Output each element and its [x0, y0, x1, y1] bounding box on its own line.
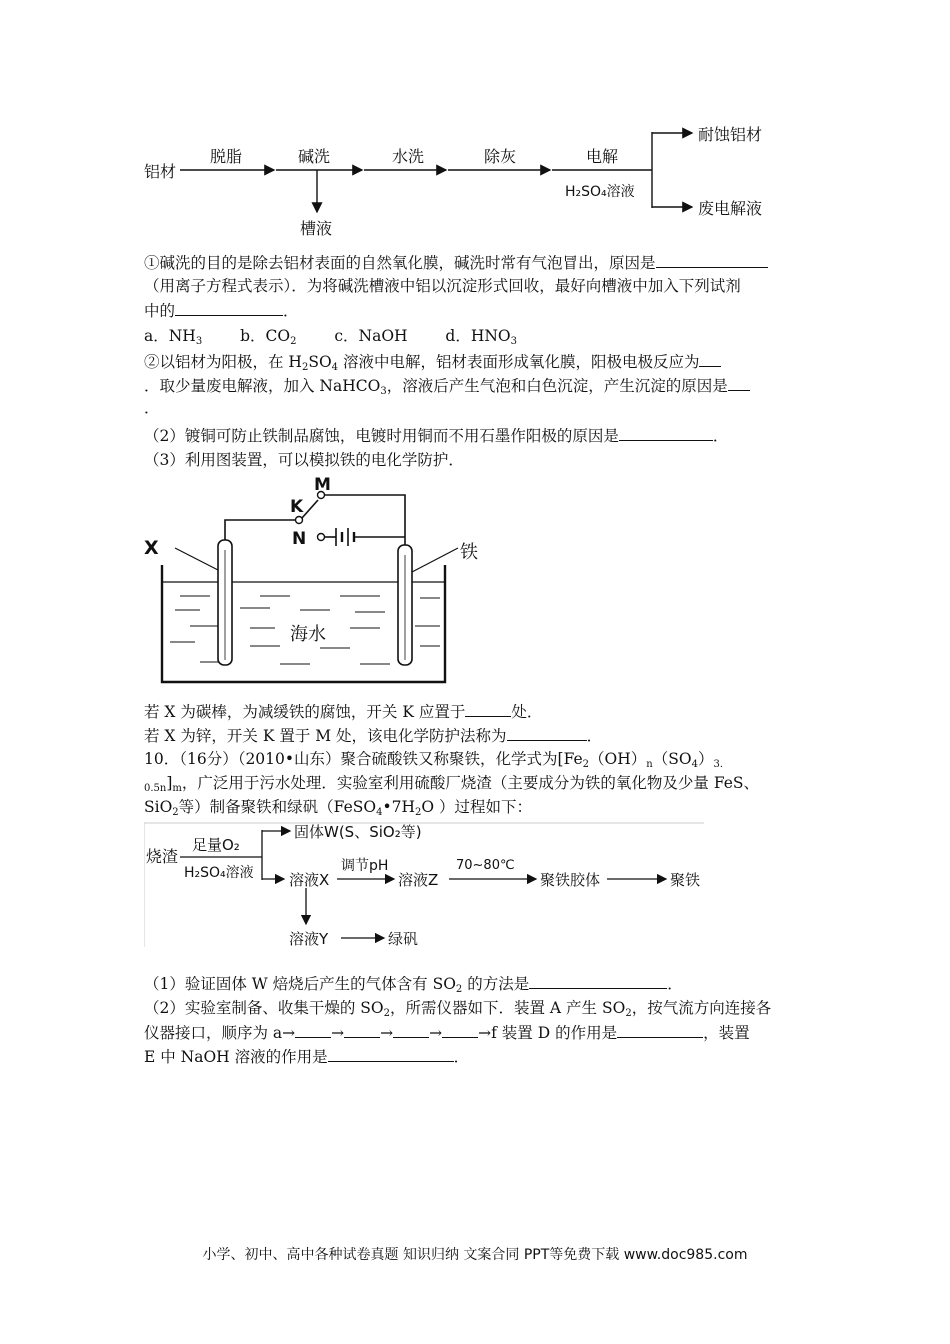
answer-blank[interactable]	[507, 724, 587, 741]
flow1-step-degrease: 脱脂	[210, 147, 243, 166]
polyferric-sulfate-flow-diagram	[144, 820, 709, 950]
flow2-reagent-acid: H₂SO₄溶液	[184, 865, 254, 881]
q1-line3	[144, 299, 299, 322]
q3b-line2: 若 X 为锌，开关 K 置于 M 处，该电化学防护法称为 ．	[144, 724, 602, 747]
flow2-solution-y: 溶液Y	[289, 930, 329, 948]
switch-k-lever[interactable]	[302, 500, 318, 518]
flow2-solution-z: 溶液Z	[398, 871, 439, 889]
flow1-step-electrolysis: 电解	[586, 147, 619, 166]
q1-line6: ．取少量废电解液，加入 NaHCO$_3$，溶液后产生气泡和白色沉淀，产生沉淀的原因是	[144, 374, 750, 403]
option-d: d．$HNO_3$	[445, 327, 518, 347]
label-m: M	[314, 475, 331, 495]
answer-blank[interactable]	[295, 1021, 331, 1038]
answer-blank[interactable]	[465, 700, 511, 717]
option-b: b．$CO_2$	[240, 327, 297, 347]
answer-blank[interactable]	[699, 350, 721, 367]
flow1-output-waste-electrolyte: 废电解液	[698, 199, 763, 218]
q10-sub1-line: （1）验证固体 W 焙烧后产生的气体含有 $SO_2$ 的方法是 ．	[144, 972, 683, 1001]
q1-line3-text: 中的	[144, 302, 176, 320]
page-footer: 小学、初中、高中各种试卷真题 知识归纳 文案合同 PPT等免费下载 www.doc985.com	[202, 1247, 748, 1263]
flow2-reagent-oxygen: 足量O₂	[192, 836, 240, 854]
aluminum-process-flow-diagram	[140, 120, 800, 245]
answer-blank[interactable]	[617, 1021, 703, 1038]
answer-blank[interactable]	[619, 424, 713, 441]
flow2-solution-x: 溶液X	[289, 871, 330, 889]
answer-blank[interactable]	[344, 1021, 380, 1038]
q1-line2	[144, 275, 741, 297]
q1-line3-end: ．	[283, 302, 299, 320]
label-x: X	[144, 537, 159, 559]
q1-line1	[144, 251, 768, 274]
q3-line: （3）利用图装置，可以模拟铁的电化学防护．	[144, 451, 464, 469]
electrochemical-cell-diagram	[140, 470, 500, 695]
option-c: c．NaOH	[334, 327, 408, 345]
answer-blank[interactable]	[442, 1021, 478, 1038]
q1-line7: ．	[144, 399, 160, 417]
answer-blank[interactable]	[175, 299, 283, 316]
q1-line2-text: （用离子方程式表示）．为将碱洗槽液中铝以沉淀形式回收，最好向槽液中加入下列试剂	[144, 277, 741, 295]
answer-blank[interactable]	[656, 251, 768, 268]
answer-blank[interactable]	[328, 1045, 454, 1062]
q10-line2: $_{0.5n}]_m$，广泛用于污水处理．实验室利用硫酸厂烧渣（主要成分为铁的氧化物及少量 FeS、	[144, 774, 760, 794]
switch-pivot	[296, 517, 303, 524]
flow2-product: 聚铁	[670, 871, 701, 889]
flow2-adjust-ph: 调节pH	[341, 858, 389, 874]
flow1-step-alkaline-wash: 碱洗	[298, 147, 331, 166]
q2-line: （2）镀铜可防止铁制品腐蚀，电镀时用铜而不用石墨作阳极的原因是 ．	[144, 424, 728, 447]
flow2-green-vitriol: 绿矾	[388, 930, 419, 948]
q1-options	[144, 325, 517, 353]
answer-blank[interactable]	[529, 972, 667, 989]
q10-sub2-line1: （2）实验室制备、收集干燥的 $SO_2$，所需仪器如下．装置 A 产生 $SO_2$，按气流方向连接各	[144, 999, 772, 1019]
flow1-electrolyte-label: H₂SO₄溶液	[565, 184, 635, 200]
contact-n	[318, 534, 325, 541]
q10-sub2-line3: E 中 NaOH 溶液的作用是 ．	[144, 1045, 469, 1068]
flow2-temperature: 70~80℃	[456, 858, 515, 873]
flow2-start-label: 烧渣	[146, 847, 179, 866]
flow1-step-water-wash: 水洗	[392, 147, 425, 166]
answer-blank[interactable]	[393, 1021, 429, 1038]
q3b-line1: 若 X 为碳棒，为减缓铁的腐蚀，开关 K 应置于 处．	[144, 700, 542, 723]
flow2-solid-w: 固体W(S、SiO₂等)	[294, 823, 422, 841]
label-seawater: 海水	[290, 624, 326, 645]
label-iron: 铁	[460, 542, 478, 563]
answer-blank[interactable]	[728, 374, 750, 391]
flow1-bath-liquid: 槽液	[300, 219, 333, 238]
q10-line3: SiO$_2$等）制备聚铁和绿矾（$FeSO_4•7H_2O$ ）过程如下：	[144, 798, 533, 818]
flow1-output-corrosion-resistant: 耐蚀铝材	[698, 125, 763, 144]
flow1-step-descale: 除灰	[484, 147, 517, 166]
q1-line5: ②以铝材为阳极，在 $H_2SO_4$ 溶液中电解，铝材表面形成氧化膜，阳极电极反应为	[144, 350, 721, 379]
flow1-start-label: 铝材	[144, 162, 177, 181]
q10-sub2-line2: 仪器接口，顺序为 a→ → → → →f 装置 D 的作用是 ，装置	[144, 1021, 750, 1044]
option-a: a．$NH_3$	[144, 327, 203, 347]
q10-line1: 10．（16分）（2010•山东）聚合硫酸铁又称聚铁，化学式为[$Fe_2(OH)_n(SO_4)_{3.}$	[144, 750, 730, 770]
label-n: N	[292, 529, 307, 549]
flow2-colloid: 聚铁胶体	[540, 871, 601, 889]
label-k: K	[290, 497, 304, 517]
q1-line1-text: ①碱洗的目的是除去铝材表面的自然氧化膜，碱洗时常有气泡冒出，原因是	[144, 254, 656, 272]
